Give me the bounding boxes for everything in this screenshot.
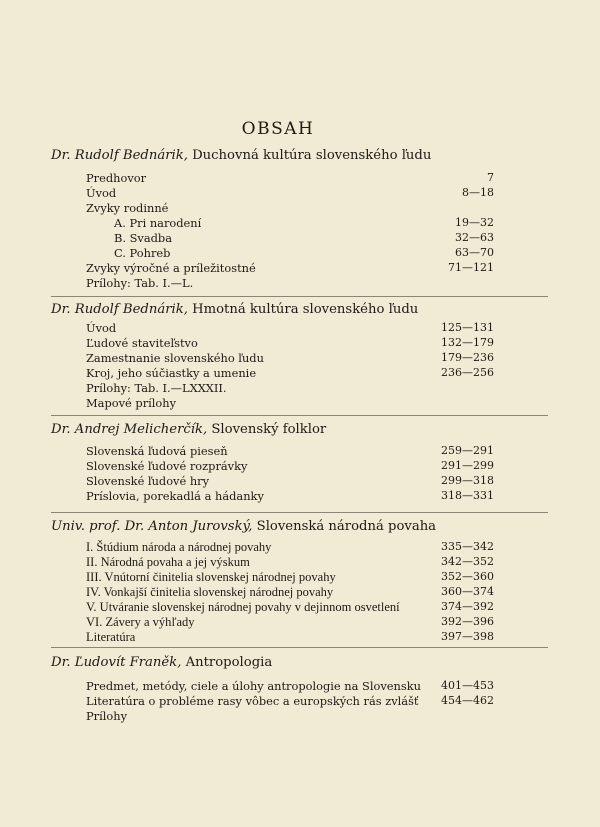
toc-entry: [86, 554, 494, 570]
entry-label: Príslovia, porekadlá a hádanky: [86, 489, 264, 503]
toc-entry: [86, 584, 494, 600]
entry-label: Mapové prílohy: [86, 396, 177, 410]
entry-pages: 179—236: [441, 351, 494, 364]
toc-entry: [86, 170, 494, 186]
entry-pages: 236—256: [441, 366, 494, 379]
toc-entry: [86, 473, 494, 489]
entry-label: Ľudové staviteľstvo: [86, 336, 198, 350]
entry-label: Úvod: [86, 321, 117, 335]
entry-pages: 299—318: [441, 474, 494, 487]
toc-entry: [86, 443, 494, 459]
toc-entry: [86, 215, 494, 231]
entry-label: V. Utváranie slovenskej národnej povahy v dejinnom osvetlení: [86, 600, 400, 614]
section-heading: [51, 422, 326, 437]
toc-entry: [86, 693, 494, 709]
entry-label: Literatúra o probléme rasy vôbec a europských rás zvlášť: [86, 694, 419, 708]
entry-pages: 291—299: [441, 459, 494, 472]
toc-entry: [86, 614, 494, 630]
entry-label: Predhovor: [86, 171, 147, 185]
divider: [51, 512, 548, 513]
toc-entry: [86, 245, 494, 261]
entry-pages: 259—291: [441, 444, 494, 457]
entry-label: Úvod: [86, 186, 117, 200]
section-author: Dr. Rudolf Bednárik,: [51, 302, 188, 317]
toc-entry: [86, 488, 494, 504]
entry-label: Zvyky výročné a príležitostné: [86, 261, 256, 275]
entry-pages: 401—453: [441, 679, 494, 692]
entry-pages: 71—121: [448, 261, 494, 274]
section-heading: [51, 148, 431, 163]
section-heading: [51, 302, 418, 317]
entry-pages: 342—352: [441, 555, 494, 568]
toc-entry: [86, 599, 494, 615]
section-work: Antropologia: [185, 655, 273, 670]
entry-label: VI. Závery a výhľady: [86, 615, 195, 629]
entry-label: Prílohy: [86, 709, 128, 723]
entry-pages: 454—462: [441, 694, 494, 707]
toc-entry: [86, 708, 494, 724]
toc-entry: [86, 539, 494, 555]
section-author: Univ. prof. Dr. Anton Jurovský,: [51, 519, 253, 534]
entry-label: Slovenské ľudové hry: [86, 474, 210, 488]
toc-entry: [86, 569, 494, 585]
entry-label: Zvyky rodinné: [86, 201, 169, 215]
entry-pages: 7: [487, 171, 494, 184]
divider: [51, 296, 548, 297]
entry-label: Literatúra: [86, 630, 136, 644]
entry-label: IV. Vonkajší činitelia slovenskej národnej povahy: [86, 585, 334, 599]
entry-label: Zamestnanie slovenského ľudu: [86, 351, 264, 365]
section-author: Dr. Andrej Melicherčík,: [51, 422, 208, 437]
entry-pages: 132—179: [441, 336, 494, 349]
entry-pages: 63—70: [455, 246, 494, 259]
entry-label: Prílohy: Tab. I.—L.: [86, 276, 194, 290]
section-work: Slovenská národná povaha: [256, 519, 437, 534]
entry-pages: 360—374: [441, 585, 494, 598]
toc-entry: [86, 380, 494, 396]
section-heading: [51, 519, 436, 534]
toc-entry: [86, 395, 494, 411]
entry-label: Slovenské ľudové rozprávky: [86, 459, 248, 473]
toc-entry: [86, 629, 494, 645]
entry-label: III. Vnútorní činitelia slovenskej národnej povahy: [86, 570, 336, 584]
entry-pages: 335—342: [441, 540, 494, 553]
entry-label: Slovenská ľudová pieseň: [86, 444, 228, 458]
entry-pages: 374—392: [441, 600, 494, 613]
section-work: Duchovná kultúra slovenského ľudu: [192, 148, 432, 163]
entry-label: II. Národná povaha a jej výskum: [86, 555, 250, 569]
section-heading: [51, 655, 272, 670]
entry-pages: 32—63: [455, 231, 494, 244]
entry-pages: 8—18: [462, 186, 494, 199]
toc-entry: [86, 678, 494, 694]
entry-label: I. Štúdium národa a národnej povahy: [86, 540, 272, 554]
toc-entry: [86, 185, 494, 201]
page-title: OBSAH: [241, 119, 315, 139]
entry-label: Kroj, jeho súčiastky a umenie: [86, 366, 257, 380]
section-work: Hmotná kultúra slovenského ľudu: [192, 302, 419, 317]
toc-entry: [86, 230, 494, 246]
toc-entry: [86, 335, 494, 351]
entry-label: Prílohy: Tab. I.—LXXXII.: [86, 381, 227, 395]
toc-entry: [86, 275, 494, 291]
entry-pages: 19—32: [455, 216, 494, 229]
entry-label: A. Pri narodení: [114, 216, 202, 230]
toc-entry: [86, 320, 494, 336]
entry-label: B. Svadba: [114, 231, 173, 245]
entry-label: Predmet, metódy, ciele a úlohy antropologie na Slovensku: [86, 679, 421, 693]
entry-pages: 397—398: [441, 630, 494, 643]
entry-pages: 352—360: [441, 570, 494, 583]
toc-entry: [86, 458, 494, 474]
entry-pages: 392—396: [441, 615, 494, 628]
section-author: Dr. Rudolf Bednárik,: [51, 148, 188, 163]
toc-entry: [86, 260, 494, 276]
toc-entry: [86, 200, 494, 216]
toc-entry: [86, 365, 494, 381]
entry-pages: 318—331: [441, 489, 494, 502]
section-work: Slovenský folklor: [211, 422, 327, 437]
entry-pages: 125—131: [441, 321, 494, 334]
entry-label: C. Pohreb: [114, 246, 171, 260]
divider: [51, 415, 548, 416]
toc-entry: [86, 350, 494, 366]
section-author: Dr. Ľudovít Franěk,: [51, 655, 182, 670]
divider: [51, 647, 548, 648]
